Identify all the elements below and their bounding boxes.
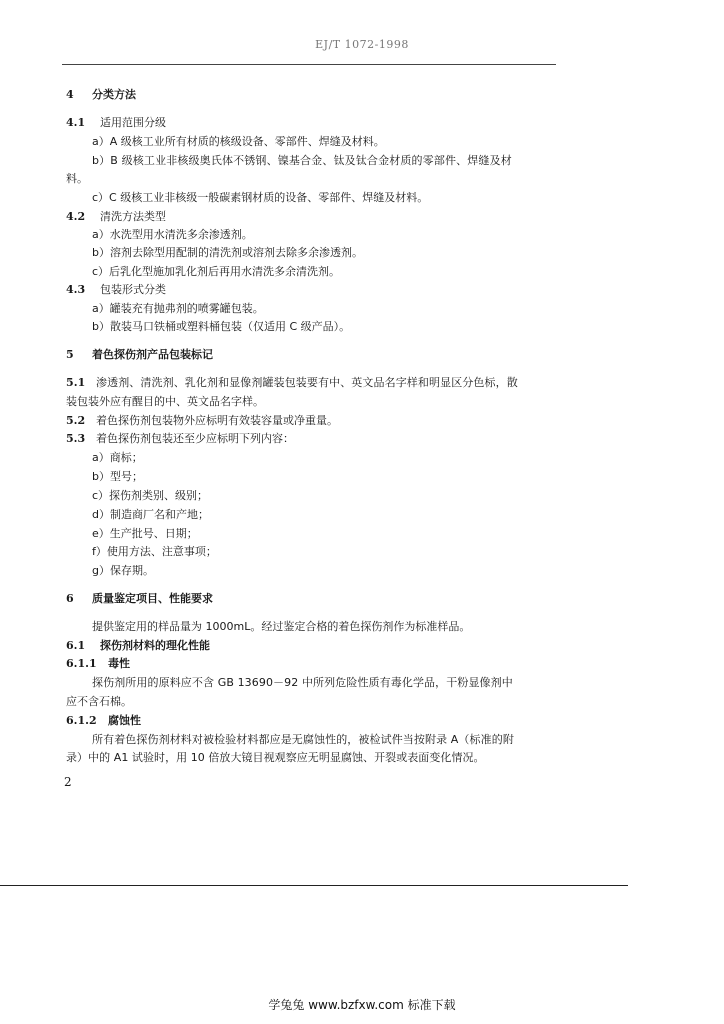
section-4-3-heading: 4.3 包装形式分类 (66, 283, 166, 296)
s41-item-a: a）A 级核工业所有材质的核级设备、零部件、焊缝及材料。 (92, 135, 385, 148)
s51-line1: 5.1 渗透剂、清洗剂、乳化剂和显像剂罐装包装要有中、英文品名字样和明显区分色标，散 (66, 376, 518, 389)
section-6-heading: 6 质量鉴定项目、性能要求 (66, 592, 213, 605)
page-number: 2 (64, 775, 72, 789)
s41-item-b-line2: 料。 (66, 172, 88, 185)
s52-line: 5.2 着色探伤剂包装物外应标明有效装容量或净重量。 (66, 414, 338, 427)
section-6-1-heading: 6.1 探伤剂材料的理化性能 (66, 639, 210, 652)
section-6-1-1-heading: 6.1.1 毒性 (66, 657, 130, 670)
s53-item: c）探伤剂类别、级别； (92, 489, 209, 502)
s42-item-a: a）水洗型用水清洗多余渗透剂。 (92, 228, 253, 241)
s53-item: b）型号； (92, 470, 143, 483)
section-4-1-heading: 4.1 适用范围分级 (66, 116, 166, 129)
header-rule (62, 64, 556, 65)
s43-item-a: a）罐装充有抛弗剂的喷雾罐包装。 (92, 302, 264, 315)
s43-item-b: b）散装马口铁桶或塑料桶包装（仅适用 C 级产品）。 (92, 320, 351, 333)
s6-intro: 提供鉴定用的样品量为 1000mL。经过鉴定合格的着色探伤剂作为标准样品。 (92, 620, 471, 633)
s41-item-b-line1: b）B 级核工业非核级奥氏体不锈钢、镍基合金、钛及钛合金材质的零部件、焊缝及材 (92, 154, 512, 167)
s612-line1: 所有着色探伤剂材料对被检验材料都应是无腐蚀性的，被检试件当按附录 A（标准的附 (92, 733, 514, 746)
s612-line2: 录）中的 A1 试验时，用 10 倍放大镜目视观察应无明显腐蚀、开裂或表面变化情况。 (66, 751, 485, 764)
s42-item-c: c）后乳化型施加乳化剂后再用水清洗多余清洗剂。 (92, 265, 341, 278)
s53-line: 5.3 着色探伤剂包装还至少应标明下列内容： (66, 432, 294, 445)
s41-item-c: c）C 级核工业非核级一般碳素钢材质的设备、零部件、焊缝及材料。 (92, 191, 429, 204)
s611-line1: 探伤剂所用的原料应不含 GB 13690－92 中所列危险性质有毒化学品，干粉显像剂中 (92, 676, 513, 689)
section-5-heading: 5 着色探伤剂产品包装标记 (66, 348, 213, 361)
s53-item: e）生产批号、日期； (92, 527, 198, 540)
s53-item: a）商标； (92, 451, 143, 464)
section-4-2-heading: 4.2 清洗方法类型 (66, 210, 166, 223)
watermark-text: 学兔兔 www.bzfxw.com 标准下载 (268, 998, 456, 1012)
standard-code: EJ/T 1072-1998 (315, 38, 409, 51)
s42-item-b: b）溶剂去除型用配制的清洗剂或溶剂去除多余渗透剂。 (92, 246, 363, 259)
s53-item: g）保存期。 (92, 564, 154, 577)
s53-item: d）制造商厂名和产地； (92, 508, 209, 521)
s53-item: f）使用方法、注意事项； (92, 545, 217, 558)
s611-line2: 应不含石棉。 (66, 695, 132, 708)
s51-line2: 装包装外应有醒目的中、英文品名字样。 (66, 395, 264, 408)
section-6-1-2-heading: 6.1.2 腐蚀性 (66, 714, 141, 727)
section-4-heading: 4 分类方法 (66, 88, 136, 101)
footer-rule (0, 885, 628, 886)
